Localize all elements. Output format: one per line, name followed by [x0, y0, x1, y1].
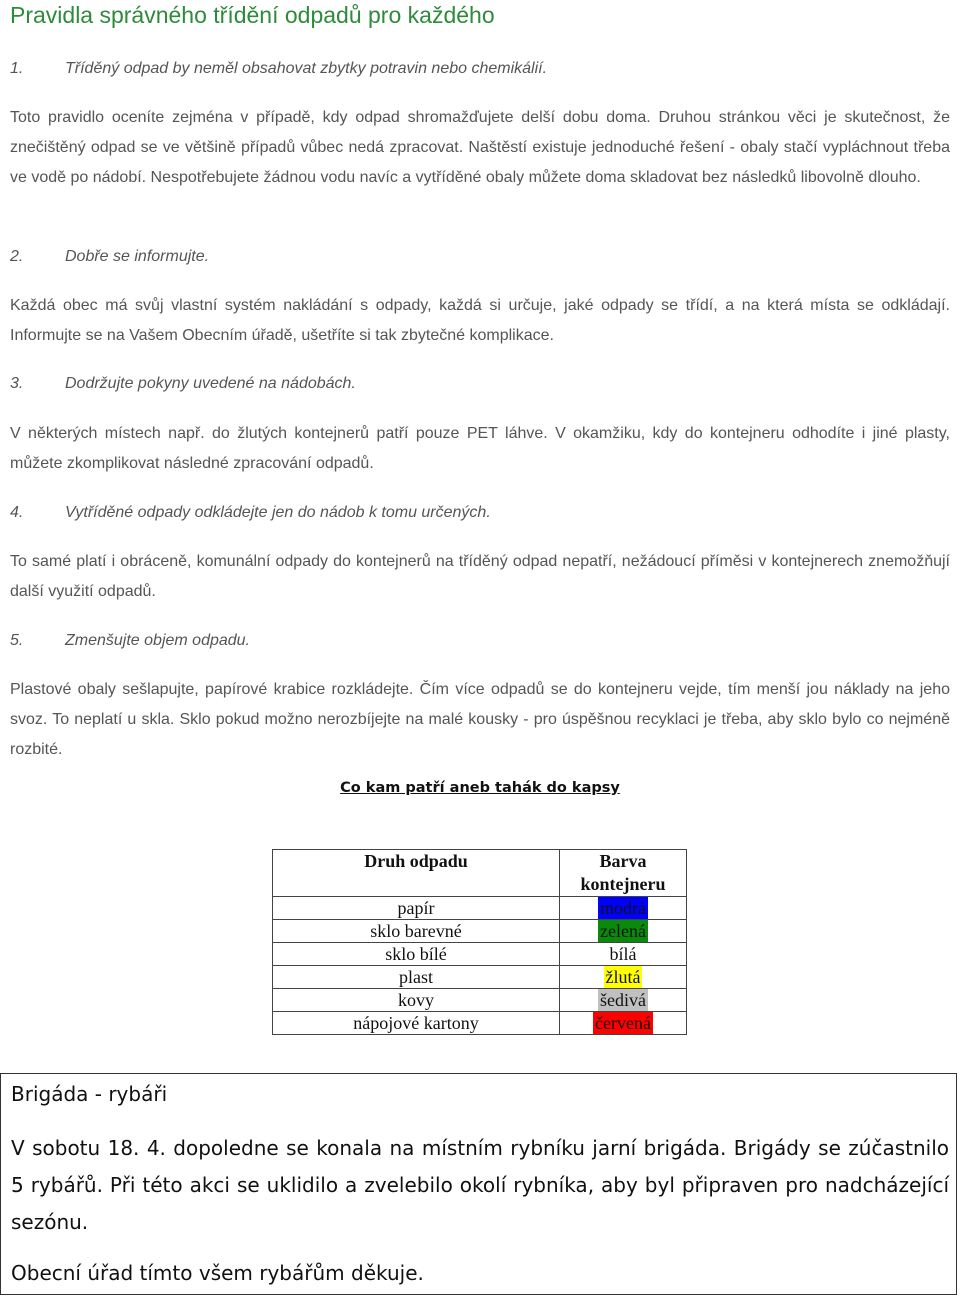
waste-type-cell: kovy: [273, 989, 560, 1012]
cheat-sheet-heading: [0, 780, 960, 796]
container-color-label: šedivá: [600, 990, 646, 1010]
waste-table-body: [273, 897, 687, 1035]
rule-5-heading: [10, 626, 250, 656]
rule-3-heading: [10, 369, 356, 399]
rule-4-heading: [10, 498, 491, 528]
rule-1-paragraph: Toto pravidlo oceníte zejména v případě, kdy odpad shromažďujete delší dobu doma. Druhou stránkou věci je skutečnost, že znečištěný odpad se ve většině případů vůbec nedá zpracovat. Naštěstí existuje jednoduché řešení - obaly stačí vypláchnout třeba ve vodě po nádobí. Nespotřebujete žádnou vodu navíc a vytříděné obaly můžete doma skladovat bez následků libovolně dlouho.: [10, 109, 950, 186]
waste-type-cell: sklo bílé: [273, 943, 560, 966]
container-color-label: zelená: [600, 921, 646, 941]
container-color-cell: [560, 897, 687, 920]
rule-2-heading-text: Dobře se informujte.: [65, 248, 210, 265]
container-color-cell: [560, 943, 687, 966]
rule-2-paragraph: Každá obec má svůj vlastní systém nakládání s odpady, každá si určuje, jaké odpady se třídí, a na která místa se odkládají. Informujte se na Vašem Obecním úřadě, ušetříte si tak zbytečné komplikace.: [10, 297, 950, 344]
container-color-label: červená: [595, 1013, 651, 1033]
rule-4-number: 4.: [10, 504, 24, 521]
rule-1-number: 1.: [10, 60, 24, 77]
container-color-label: bílá: [609, 944, 637, 964]
cheat-sheet-heading-text: Co kam patří aneb tahák do kapsy: [340, 780, 620, 796]
rule-5-paragraph: Plastové obaly sešlapujte, papírové krabice rozkládejte. Čím více odpadů se do kontejneru vejde, tím menší jou náklady na jeho svoz. To neplatí u skla. Sklo pokud možno nerozbíjejte na malé kousky - pro úspěšnou recyklaci je třeba, aby sklo bylo co nejméně rozbité.: [10, 681, 950, 758]
rule-5-number: 5.: [10, 632, 24, 649]
rule-3-paragraph: V některých místech např. do žlutých kontejnerů patří pouze PET láhve. V okamžiku, kdy do kontejneru odhodíte i jiné plasty, můžete zkomplikovat následné zpracování odpadů.: [10, 425, 950, 472]
table-row: [273, 1012, 687, 1035]
rule-3-heading-text: Dodržujte pokyny uvedené na nádobách.: [65, 375, 356, 392]
brigade-thanks: Obecní úřad tímto všem rybářům děkuje.: [11, 1261, 424, 1285]
table-row: [273, 920, 687, 943]
brigade-notice: [0, 1073, 957, 1295]
rule-4-heading-text: Vytříděné odpady odkládejte jen do nádob k tomu určených.: [65, 504, 491, 521]
rule-1-heading: [10, 54, 547, 84]
column-header-container-color: Barva kontejneru: [560, 850, 687, 897]
column-header-waste-type: Druh odpadu: [273, 850, 560, 897]
page-title: Pravidla správného třídění odpadů pro každého: [10, 2, 495, 28]
waste-type-cell: plast: [273, 966, 560, 989]
rule-4-paragraph: To samé platí i obráceně, komunální odpady do kontejnerů na tříděný odpad nepatří, nežádoucí příměsi v kontejnerech znemožňují další využití odpadů.: [10, 553, 950, 600]
rule-1-heading-text: Tříděný odpad by neměl obsahovat zbytky potravin nebo chemikálií.: [65, 60, 548, 77]
container-color-cell: [560, 1012, 687, 1035]
brigade-title: Brigáda - rybáři: [11, 1082, 168, 1106]
container-color-label: modrá: [600, 898, 646, 918]
container-color-label: žlutá: [605, 967, 641, 987]
waste-type-cell: nápojové kartony: [273, 1012, 560, 1035]
table-row: [273, 943, 687, 966]
table-header-row: [273, 850, 687, 897]
rule-5-heading-text: Zmenšujte objem odpadu.: [65, 632, 250, 649]
container-color-cell: [560, 920, 687, 943]
table-row: [273, 897, 687, 920]
waste-type-cell: sklo barevné: [273, 920, 560, 943]
container-color-cell: [560, 966, 687, 989]
table-row: [273, 966, 687, 989]
table-row: [273, 989, 687, 1012]
brigade-paragraph: V sobotu 18. 4. dopoledne se konala na místním rybníku jarní brigáda. Brigády se zúčastnilo 5 rybářů. Při této akci se uklidilo a zvelebilo okolí rybníka, aby byl připraven pro nadcházející sezónu.: [11, 1136, 949, 1234]
rule-2-heading: [10, 242, 209, 272]
container-color-cell: [560, 989, 687, 1012]
waste-table: [272, 849, 687, 1035]
rule-2-number: 2.: [10, 248, 24, 265]
waste-type-cell: papír: [273, 897, 560, 920]
rule-3-number: 3.: [10, 375, 24, 392]
